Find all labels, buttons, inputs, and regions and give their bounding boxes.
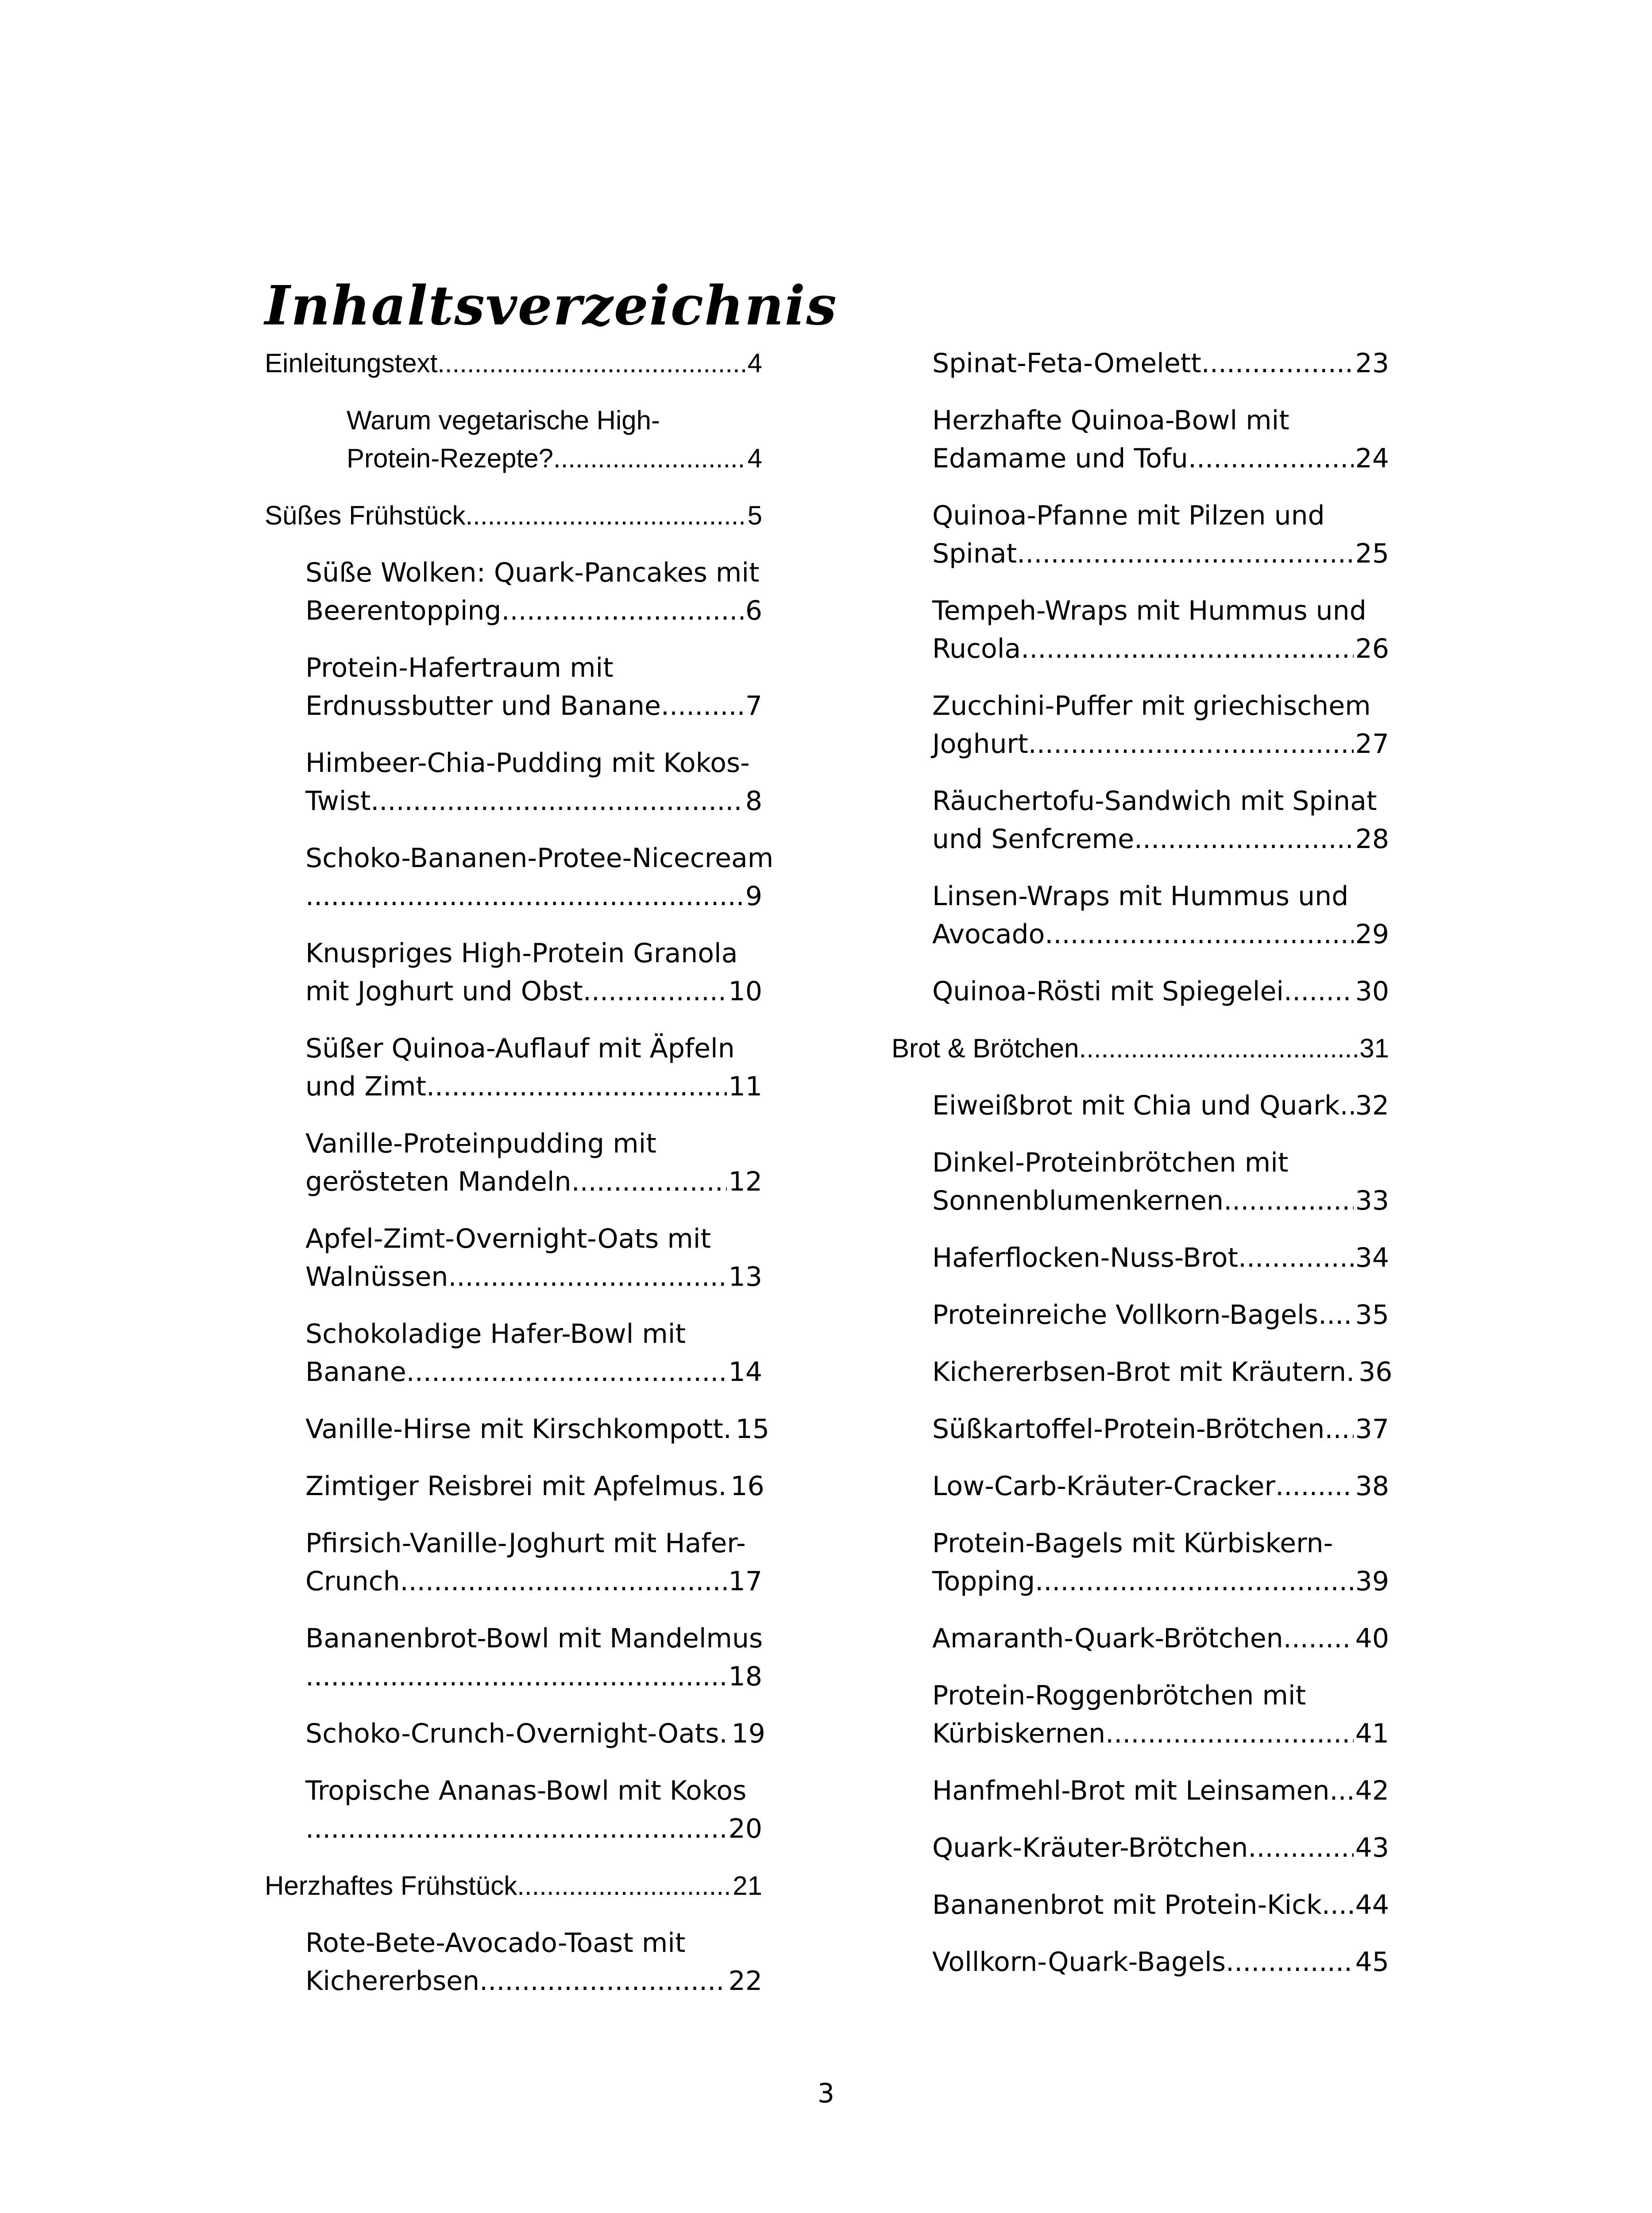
- toc-entry-text: Apfel-Zimt-Overnight-Oats mit: [305, 1223, 711, 1254]
- dot-leader: [305, 1810, 727, 1848]
- toc-entry-text: Quinoa-Pfanne mit Pilzen und: [932, 500, 1325, 531]
- toc-entry-line: [932, 1087, 1389, 1125]
- toc-page-number: 14: [728, 1357, 762, 1388]
- toc-entry-line: [932, 725, 1389, 763]
- toc-page-number: 12: [728, 1166, 762, 1197]
- toc-page-number: 42: [1355, 1775, 1389, 1806]
- toc-entry-line: [305, 1562, 762, 1600]
- dot-leader: [1226, 1943, 1354, 1981]
- dot-leader: [661, 687, 744, 725]
- toc-page-number: 5: [747, 501, 762, 530]
- toc-page-number: 28: [1355, 824, 1389, 855]
- toc-entry[interactable]: [892, 972, 1389, 1010]
- toc-entry[interactable]: [265, 934, 762, 1010]
- toc-page-number: 11: [728, 1071, 762, 1102]
- toc-entry[interactable]: [265, 1315, 762, 1391]
- toc-entry[interactable]: [892, 1410, 1389, 1448]
- toc-page-number: 35: [1355, 1299, 1389, 1330]
- toc-entry-text: Quark-Kräuter-Brötchen: [932, 1832, 1248, 1863]
- dot-leader: [1045, 915, 1353, 953]
- toc-entry-line: [305, 1068, 762, 1106]
- toc-entry-text: Protein-Bagels mit Kürbiskern-: [932, 1528, 1333, 1559]
- dot-leader: [1318, 1296, 1354, 1334]
- toc-page-number: 31: [1359, 1033, 1389, 1063]
- toc-entry-text: Crunch: [305, 1566, 400, 1597]
- toc-entry[interactable]: [265, 344, 762, 382]
- dot-leader: [1079, 1029, 1358, 1068]
- toc-entry-line: [305, 782, 762, 820]
- toc-entry-text: Zimtiger Reisbrei mit Apfelmus: [305, 1471, 718, 1502]
- toc-entry-text: Süßer Quinoa-Auflauf mit Äpfeln: [305, 1033, 735, 1064]
- toc-page-number: 34: [1355, 1242, 1389, 1273]
- toc-entry-text: Kichererbsen-Brot mit Kräutern: [932, 1357, 1347, 1388]
- dot-leader: [400, 1562, 727, 1600]
- toc-page-number: 16: [730, 1471, 764, 1502]
- toc-entry-text: und Senfcreme: [932, 824, 1134, 855]
- dot-leader: [1224, 1182, 1354, 1220]
- toc-entry-text: Süßes Frühstück: [265, 501, 466, 530]
- toc-entry-line: [932, 820, 1389, 858]
- toc-entry-text: Himbeer-Chia-Pudding mit Kokos-: [305, 748, 750, 779]
- toc-entry-text: Vanille-Proteinpudding mit: [305, 1128, 656, 1159]
- toc-entry-line: [265, 1867, 762, 1905]
- toc-entry[interactable]: [265, 1467, 762, 1505]
- toc-entry[interactable]: [892, 1467, 1389, 1505]
- toc-page-number: 30: [1355, 976, 1389, 1007]
- toc-entry-line: [305, 592, 762, 630]
- toc-entry[interactable]: [892, 1619, 1389, 1658]
- toc-entry[interactable]: [265, 1772, 762, 1848]
- toc-entry-text: Protein-Rezepte?: [347, 443, 553, 473]
- toc-entry-line: [265, 344, 762, 382]
- toc-entry-line: [932, 1296, 1389, 1334]
- toc-page-number: 45: [1355, 1947, 1389, 1978]
- dot-leader: [583, 972, 727, 1010]
- toc-entry[interactable]: [265, 839, 774, 915]
- toc-entry-text: Vollkorn-Quark-Bagels: [932, 1947, 1226, 1978]
- toc-entry-text: Sonnenblumenkernen: [932, 1185, 1224, 1216]
- toc-entry-line: [305, 1467, 762, 1505]
- toc-entry-line: [932, 915, 1389, 953]
- toc-page-number: 24: [1355, 443, 1389, 474]
- toc-entry-text: Haferflocken-Nuss-Brot: [932, 1242, 1238, 1273]
- toc-entry[interactable]: [265, 497, 762, 535]
- toc-entry[interactable]: [892, 344, 1389, 382]
- toc-entry[interactable]: [265, 649, 762, 725]
- toc-page-number: 15: [735, 1414, 770, 1445]
- toc-column-right: [892, 344, 1393, 2000]
- toc-entry[interactable]: [892, 401, 1389, 478]
- toc-entry[interactable]: [265, 1029, 762, 1106]
- toc-entry-text: Erdnussbutter und Banane: [305, 690, 661, 721]
- toc-page-number: 44: [1355, 1889, 1389, 1920]
- toc-entry-text: Herzhafte Quinoa-Bowl mit: [932, 405, 1289, 436]
- toc-entry-text: Vanille-Hirse mit Kirschkompott: [305, 1414, 723, 1445]
- toc-entry-text: Rucola: [932, 633, 1021, 664]
- toc-page-number: 32: [1355, 1090, 1389, 1121]
- toc-page-number: 8: [745, 786, 762, 817]
- dot-leader: [571, 1163, 727, 1201]
- toc-entry[interactable]: [892, 1829, 1389, 1867]
- toc-entry[interactable]: [265, 1924, 762, 2000]
- toc-entry-text: Zucchini-Puffer mit griechischem: [932, 690, 1371, 721]
- toc-entry[interactable]: [892, 1239, 1389, 1277]
- dot-leader: [426, 1068, 727, 1106]
- toc-entry-line: [305, 972, 762, 1010]
- toc-page-number: 40: [1355, 1623, 1389, 1654]
- dot-leader: [1017, 535, 1353, 573]
- toc-entry-line: [265, 497, 762, 535]
- dot-leader: [305, 877, 744, 915]
- dot-leader: [1201, 344, 1354, 382]
- toc-entry-line: [932, 1239, 1389, 1277]
- toc-page-number: 19: [731, 1718, 765, 1749]
- toc-entry[interactable]: [892, 782, 1389, 858]
- dot-leader: [553, 440, 746, 478]
- page-number: 3: [817, 2078, 835, 2109]
- toc-page-number: 17: [728, 1566, 762, 1597]
- toc-entry-text: Warum vegetarische High-: [347, 405, 660, 435]
- toc-entry-line: [305, 1258, 762, 1296]
- toc-page-number: 43: [1355, 1832, 1389, 1863]
- toc-entry[interactable]: [892, 1144, 1389, 1220]
- toc-page-number: 22: [728, 1966, 762, 1997]
- toc-entry-line: [932, 1829, 1389, 1867]
- dot-leader: [371, 782, 744, 820]
- toc-page-number: 39: [1355, 1566, 1389, 1597]
- toc-entry-text: Tempeh-Wraps mit Hummus und: [932, 595, 1366, 626]
- toc-entry-text: Rote-Bete-Avocado-Toast mit: [305, 1928, 686, 1959]
- toc-entry[interactable]: [892, 1087, 1389, 1125]
- toc-page-number: 7: [745, 690, 762, 721]
- toc-entry-line: [305, 1163, 762, 1201]
- toc-entry-line: [932, 1410, 1389, 1448]
- toc-entry-text: Dinkel-Proteinbrötchen mit: [932, 1147, 1289, 1178]
- toc-entry-text: Räuchertofu-Sandwich mit Spinat: [932, 786, 1377, 817]
- toc-entry[interactable]: [892, 1353, 1393, 1391]
- toc-entry[interactable]: [892, 1886, 1389, 1924]
- toc-entry[interactable]: [892, 687, 1389, 763]
- toc-entry-line: [932, 535, 1389, 573]
- toc-entry[interactable]: [892, 592, 1389, 668]
- toc-page-number: 6: [745, 595, 762, 626]
- toc-entry[interactable]: [265, 1220, 762, 1296]
- toc-entry-line: [932, 1467, 1389, 1505]
- toc-column-left: [265, 344, 774, 2019]
- toc-entry[interactable]: [892, 1677, 1389, 1753]
- toc-entry-text: Low-Carb-Kräuter-Cracker: [932, 1471, 1276, 1502]
- dot-leader: [501, 592, 743, 630]
- toc-entry-line: [305, 877, 762, 915]
- dot-leader: [1238, 1239, 1354, 1277]
- toc-page-number: 23: [1355, 348, 1389, 379]
- toc-entry[interactable]: [892, 1029, 1389, 1068]
- toc-entry-line: [305, 1410, 770, 1448]
- dot-leader: [437, 344, 745, 382]
- toc-entry-text: Tropische Ananas-Bowl mit Kokos: [305, 1775, 747, 1806]
- toc-entry[interactable]: [265, 401, 762, 478]
- toc-page-number: 26: [1355, 633, 1389, 664]
- toc-entry-text: Protein-Roggenbrötchen mit: [932, 1680, 1306, 1711]
- dot-leader: [718, 1467, 729, 1505]
- toc-entry-text: gerösteten Mandeln: [305, 1166, 571, 1197]
- toc-entry-text: Knuspriges High-Protein Granola: [305, 938, 738, 969]
- toc-entry-line: [932, 1182, 1389, 1220]
- dot-leader: [1324, 1410, 1353, 1448]
- toc-entry[interactable]: [265, 1715, 765, 1753]
- toc-entry[interactable]: [265, 744, 762, 820]
- toc-entry-line: [932, 440, 1389, 478]
- dot-leader: [479, 1962, 726, 2000]
- toc-entry-text: Herzhaftes Frühstück: [265, 1871, 517, 1901]
- toc-entry-line: [305, 687, 762, 725]
- toc-page-number: 41: [1355, 1718, 1389, 1749]
- toc-entry-line: [932, 1943, 1389, 1981]
- toc-entry-text: Quinoa-Rösti mit Spiegelei: [932, 976, 1284, 1007]
- toc-entry-line: [932, 630, 1389, 668]
- dot-leader: [466, 497, 746, 535]
- dot-leader: [1035, 1562, 1354, 1600]
- toc-page-number: 21: [733, 1871, 762, 1901]
- dot-leader: [517, 1867, 731, 1905]
- toc-page-number: 20: [728, 1813, 762, 1844]
- dot-leader: [1283, 1619, 1354, 1658]
- toc-entry-text: Edamame und Tofu: [932, 443, 1188, 474]
- toc-entry-text: Twist: [305, 786, 371, 817]
- dot-leader: [1134, 820, 1354, 858]
- toc-entry-text: Süßkartoffel-Protein-Brötchen: [932, 1414, 1325, 1445]
- toc-entry-line: [932, 1715, 1389, 1753]
- dot-leader: [723, 1410, 734, 1448]
- toc-entry-text: Bananenbrot-Bowl mit Mandelmus: [305, 1623, 763, 1654]
- toc-entry-line: [892, 1029, 1389, 1068]
- dot-leader: [1346, 1353, 1357, 1391]
- toc-entry-line: [305, 1353, 762, 1391]
- toc-entry-line: [932, 1886, 1389, 1924]
- toc-entry-text: Walnüssen: [305, 1261, 448, 1292]
- toc-entry[interactable]: [265, 1867, 762, 1905]
- dot-leader: [1330, 1772, 1354, 1810]
- toc-entry-text: Spinat-Feta-Omelett: [932, 348, 1201, 379]
- toc-entry-line: [305, 1658, 762, 1696]
- toc-entry-line: [932, 344, 1389, 382]
- toc-entry-text: Schoko-Bananen-Protee-Nicecream: [305, 843, 774, 874]
- toc-entry-text: Spinat: [932, 538, 1017, 569]
- toc-entry-text: Kichererbsen: [305, 1966, 480, 1997]
- toc-entry[interactable]: [892, 497, 1389, 573]
- toc-page-number: 13: [728, 1261, 762, 1292]
- toc-entry-line: [932, 1772, 1389, 1810]
- toc-page-number: 9: [745, 881, 762, 912]
- toc-entry-text: Linsen-Wraps mit Hummus und: [932, 881, 1349, 912]
- toc-entry[interactable]: [265, 1125, 762, 1201]
- toc-entry-text: Brot & Brötchen: [892, 1033, 1079, 1063]
- toc-entry[interactable]: [892, 1772, 1389, 1810]
- dot-leader: [305, 1658, 727, 1696]
- toc-entry-text: und Zimt: [305, 1071, 426, 1102]
- toc-entry-text: Amaranth-Quark-Brötchen: [932, 1623, 1283, 1654]
- toc-entry[interactable]: [892, 1524, 1389, 1600]
- toc-entry[interactable]: [265, 1524, 762, 1600]
- dot-leader: [406, 1353, 727, 1391]
- toc-entry-line: [932, 1562, 1389, 1600]
- toc-page-number: 29: [1355, 919, 1389, 950]
- dot-leader: [1028, 725, 1354, 763]
- toc-page-number: 37: [1355, 1414, 1389, 1445]
- toc-entry-text: Schoko-Crunch-Overnight-Oats: [305, 1718, 719, 1749]
- dot-leader: [1322, 1886, 1354, 1924]
- dot-leader: [448, 1258, 726, 1296]
- dot-leader: [1021, 630, 1353, 668]
- toc-entry-text: Joghurt: [932, 729, 1028, 760]
- toc-entry-text: Hanfmehl-Brot mit Leinsamen: [932, 1775, 1330, 1806]
- toc-entry-text: Eiweißbrot mit Chia und Quark: [932, 1090, 1340, 1121]
- dot-leader: [1284, 972, 1354, 1010]
- toc-page-number: 27: [1355, 729, 1389, 760]
- toc-entry-text: mit Joghurt und Obst: [305, 976, 583, 1007]
- toc-entry-line: [305, 1810, 762, 1848]
- toc-entry-text: Schokoladige Hafer-Bowl mit: [305, 1319, 686, 1349]
- toc-entry-line: [932, 1353, 1393, 1391]
- dot-leader: [719, 1715, 730, 1753]
- toc-entry[interactable]: [265, 1619, 762, 1696]
- toc-entry-line: [305, 1962, 762, 2000]
- toc-entry-line: [932, 972, 1389, 1010]
- toc-entry-text: Süße Wolken: Quark-Pancakes mit: [305, 557, 760, 588]
- dot-leader: [1188, 440, 1354, 478]
- toc-entry[interactable]: [265, 1410, 770, 1448]
- dot-leader: [1275, 1467, 1354, 1505]
- toc-entry-text: Pfirsich-Vanille-Joghurt mit Hafer-: [305, 1528, 746, 1559]
- toc-entry-line: [305, 1715, 765, 1753]
- toc-entry-text: Bananenbrot mit Protein-Kick: [932, 1889, 1322, 1920]
- toc-entry[interactable]: [892, 1296, 1389, 1334]
- dot-leader: [1340, 1087, 1354, 1125]
- toc-page-number: 36: [1359, 1357, 1393, 1388]
- dot-leader: [1105, 1715, 1353, 1753]
- toc-page-number: 33: [1355, 1185, 1389, 1216]
- toc-entry-text: Beerentopping: [305, 595, 502, 626]
- toc-entry[interactable]: [892, 1943, 1389, 1981]
- toc-page-number: 18: [728, 1661, 762, 1692]
- toc-entry-text: Avocado: [932, 919, 1045, 950]
- toc-page-number: 4: [747, 443, 762, 473]
- toc-entry-text: Protein-Hafertraum mit: [305, 652, 614, 683]
- toc-entry-text: Topping: [932, 1566, 1035, 1597]
- toc-entry[interactable]: [265, 554, 762, 630]
- toc-entry[interactable]: [892, 877, 1389, 953]
- toc-entry-text: Banane: [305, 1357, 406, 1388]
- toc-page-number: 10: [728, 976, 762, 1007]
- toc-page-number: 25: [1355, 538, 1389, 569]
- toc-title: Inhaltsverzeichnis: [265, 274, 838, 337]
- dot-leader: [1248, 1829, 1353, 1867]
- toc-entry-line: [347, 440, 762, 478]
- toc-page-number: 4: [747, 348, 762, 378]
- toc-entry-text: Proteinreiche Vollkorn-Bagels: [932, 1299, 1319, 1330]
- toc-entry-line: [932, 1619, 1389, 1658]
- toc-entry-text: Kürbiskernen: [932, 1718, 1106, 1749]
- toc-entry-text: Einleitungstext: [265, 348, 438, 378]
- toc-page-number: 38: [1355, 1471, 1389, 1502]
